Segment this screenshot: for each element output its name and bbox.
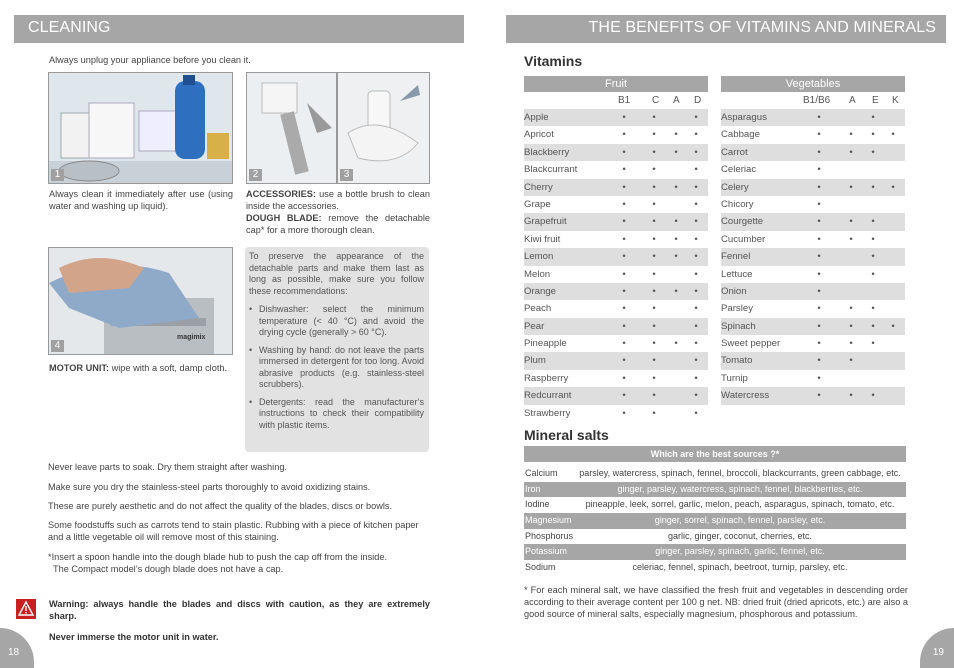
vitamin-dot: • — [652, 338, 656, 350]
vitamin-dot: • — [694, 181, 698, 193]
vitamin-dot: • — [622, 216, 626, 228]
vegetables-row — [721, 266, 905, 283]
vitamin-dot: • — [871, 181, 875, 193]
vitamin-dot: • — [871, 303, 875, 315]
vitamin-dot: • — [817, 285, 821, 297]
fruit-name: Blackcurrant — [524, 164, 578, 176]
vegetables-row — [721, 196, 905, 213]
caption-motor-unit — [49, 362, 233, 374]
fruit-name: Raspberry — [524, 372, 569, 384]
vegetables-row — [721, 213, 905, 230]
fruit-row — [524, 318, 708, 335]
vitamin-dot: • — [849, 355, 853, 367]
vitamin-dot: • — [694, 251, 698, 263]
fruit-name: Blackberry — [524, 146, 570, 158]
vitamin-dot: • — [622, 146, 626, 158]
tip-item: • Dishwasher: select the minimum temperature (< 40 °C) and avoid the drying cycle (generally > 60 °C). — [249, 304, 424, 337]
photo-bottle-brush — [246, 72, 337, 184]
vitamin-dot: • — [871, 251, 875, 263]
vitamin-dot: • — [622, 181, 626, 193]
vitamin-dot: • — [871, 320, 875, 332]
vegetables-name: Cabbage — [721, 129, 760, 141]
mineral-name: Calcium — [525, 468, 558, 478]
tip-item: • Washing by hand: do not leave the parts immersed in detergent for too long. Avoid abrasive products (e.g. stainless-steel scrubbers). — [249, 344, 424, 389]
vitamin-dot: • — [849, 216, 853, 228]
vegetables-row — [721, 161, 905, 178]
vegetables-name: Parsley — [721, 303, 753, 315]
mineral-row — [524, 466, 906, 482]
vegetables-name: Cucumber — [721, 233, 766, 245]
vitamin-dot: • — [817, 181, 821, 193]
vitamin-dot: • — [849, 390, 853, 402]
motor-unit-text: wipe with a soft, damp cloth. — [111, 363, 228, 373]
vitamin-dot: • — [694, 355, 698, 367]
vitamin-dot: • — [694, 303, 698, 315]
vegetables-row — [721, 387, 905, 404]
vitamin-dot: • — [652, 303, 656, 315]
accessories-text: use a bottle brush to clean inside the accessories. — [246, 189, 430, 211]
fruit-name: Plum — [524, 355, 546, 367]
fruit-row — [524, 126, 708, 143]
vitamin-dot: • — [622, 233, 626, 245]
fruit-heading: Fruit — [524, 76, 708, 92]
vitamin-dot: • — [694, 198, 698, 210]
fruit-row — [524, 213, 708, 230]
vitamin-dot: • — [622, 198, 626, 210]
vitamin-dot: • — [891, 129, 895, 141]
vitamin-dot: • — [817, 198, 821, 210]
fruit-row — [524, 179, 708, 196]
warning-sharp-blades: Warning: always handle the blades and discs with caution, as they are extremely sharp. — [49, 599, 430, 621]
vitamin-dot: • — [652, 181, 656, 193]
photo-number-1: 1 — [51, 169, 64, 181]
vegetables-row — [721, 335, 905, 352]
fruit-name: Grape — [524, 198, 551, 210]
vegetables-name: Celeriac — [721, 164, 757, 176]
fruit-row — [524, 196, 708, 213]
page-number-right: 19 — [920, 628, 954, 668]
vitamin-dot: • — [652, 198, 656, 210]
mineral-sources: ginger, parsley, spinach, garlic, fennel, etc. — [655, 546, 825, 557]
vitamin-dot: • — [694, 338, 698, 350]
vitamin-dot: • — [871, 146, 875, 158]
vegetables-row — [721, 300, 905, 317]
mineral-salts-table — [524, 446, 906, 576]
vitamin-dot: • — [817, 129, 821, 141]
vitamin-dot: • — [694, 112, 698, 123]
fruit-name: Melon — [524, 268, 551, 280]
vitamin-dot: • — [849, 320, 853, 332]
fruit-row — [524, 283, 708, 300]
vegetables-name: Watercress — [721, 390, 770, 402]
photo-motor-unit — [48, 247, 233, 355]
fruit-name: Apricot — [524, 129, 554, 141]
vitamin-dot: • — [694, 285, 698, 297]
vitamin-dot: • — [817, 320, 821, 332]
vitamin-dot: • — [652, 390, 656, 402]
mineral-sources: garlic, ginger, coconut, cherries, etc. — [667, 530, 813, 541]
vegetables-name: Carrot — [721, 146, 748, 158]
vegetables-row — [721, 352, 905, 369]
vegetables-name: Courgette — [721, 216, 764, 228]
vitamin-dot: • — [652, 268, 656, 280]
fruit-name: Apple — [524, 112, 549, 123]
vitamin-dot: • — [674, 146, 678, 158]
fruit-row — [524, 109, 708, 126]
vegetables-row — [721, 126, 905, 143]
section-title-benefits: THE BENEFITS OF VITAMINS AND MINERALS — [588, 19, 936, 36]
vitamin-dot: • — [871, 129, 875, 141]
vitamin-dot: • — [622, 407, 626, 419]
mineral-row — [524, 497, 906, 513]
vegetables-row — [721, 318, 905, 335]
vitamin-dot: • — [622, 355, 626, 367]
note-compact-model: The Compact model’s dough blade does not have a cap. — [53, 564, 284, 574]
note-insert-spoon: *Insert a spoon handle into the dough blade hub to push the cap off from the inside. — [48, 552, 387, 562]
vitamin-dot: • — [622, 390, 626, 402]
fruit-column-header: A — [673, 95, 680, 106]
section-title-cleaning: CLEANING — [28, 19, 111, 36]
fruit-row — [524, 370, 708, 387]
header-bar-right — [506, 15, 946, 43]
caption-clean-immediately: Always clean it immediately after use (using water and washing up liquid). — [49, 189, 233, 211]
mineral-sources-heading: Which are the best sources ?* — [524, 446, 906, 462]
vitamin-dot: • — [817, 251, 821, 263]
vitamin-dot: • — [622, 112, 626, 123]
vitamin-dot: • — [849, 181, 853, 193]
vitamin-dot: • — [817, 338, 821, 350]
accessories-label: ACCESSORIES: — [246, 189, 316, 199]
vitamin-dot: • — [817, 268, 821, 280]
vitamin-dot: • — [891, 181, 895, 193]
mineral-name: Potassium — [525, 546, 568, 557]
fruit-row — [524, 352, 708, 369]
mineral-sources: ginger, parsley, watercress, spinach, fennel, blackberries, etc. — [617, 483, 863, 494]
vitamin-dot: • — [871, 216, 875, 228]
vegetables-row — [721, 144, 905, 161]
vitamin-dot: • — [817, 390, 821, 402]
fruit-row — [524, 387, 708, 404]
photo-number-3: 3 — [340, 169, 353, 181]
vitamin-dot: • — [849, 146, 853, 158]
vegetables-row — [721, 109, 905, 126]
vitamin-dot: • — [817, 164, 821, 176]
vegetables-column-header: E — [872, 95, 879, 106]
vegetables-name: Fennel — [721, 251, 751, 263]
vegetables-name: Celery — [721, 181, 749, 193]
vegetables-name: Chicory — [721, 198, 754, 210]
dough-blade-text: remove the detachable cap* for a more thorough clean. — [246, 213, 430, 235]
vegetables-name: Turnip — [721, 372, 748, 384]
vegetables-row — [721, 370, 905, 387]
tip-item: • Detergents: read the manufacturer’s instructions to check their compatibility with plastic items. — [249, 396, 424, 430]
fruit-name: Orange — [524, 285, 556, 297]
vitamin-dot: • — [871, 390, 875, 402]
vegetables-row — [721, 248, 905, 265]
vitamin-dot: • — [674, 338, 678, 350]
mineral-name: Magnesium — [525, 515, 572, 526]
vitamin-dot: • — [674, 251, 678, 263]
motor-unit-label: MOTOR UNIT: — [49, 363, 110, 373]
fruit-row — [524, 335, 708, 352]
note-soak: Never leave parts to soak. Dry them straight after washing. — [48, 462, 287, 472]
vitamin-dot: • — [622, 268, 626, 280]
vitamin-dot: • — [694, 320, 698, 332]
mineral-row — [524, 544, 906, 560]
note-dry: Make sure you dry the stainless-steel parts thoroughly to avoid oxidizing stains. — [48, 482, 371, 492]
vitamin-dot: • — [817, 372, 821, 384]
vitamin-dot: • — [871, 268, 875, 280]
vegetables-column-header: K — [892, 95, 899, 106]
vitamin-dot: • — [622, 303, 626, 315]
vegetables-name: Sweet pepper — [721, 338, 781, 350]
vitamin-dot: • — [817, 216, 821, 228]
vitamin-dot: • — [674, 129, 678, 141]
mineral-row — [524, 529, 906, 545]
fruit-row — [524, 266, 708, 283]
vitamin-dot: • — [891, 320, 895, 332]
vitamin-dot: • — [694, 164, 698, 176]
vegetables-row — [721, 179, 905, 196]
vitamin-dot: • — [652, 372, 656, 384]
vitamin-dot: • — [694, 372, 698, 384]
caption-accessories — [246, 188, 430, 236]
photo-number-4: 4 — [51, 340, 64, 352]
note-aesthetic: These are purely aesthetic and do not affect the quality of the blades, discs or bowls. — [48, 501, 393, 511]
vitamin-dot: • — [622, 285, 626, 297]
fruit-column-header: C — [652, 95, 660, 106]
mineral-row — [524, 560, 906, 576]
fruit-row — [524, 231, 708, 248]
vitamin-dot: • — [652, 129, 656, 141]
warning-triangle-icon — [16, 599, 36, 619]
mineral-row — [524, 482, 906, 498]
vegetables-row — [721, 231, 905, 248]
vitamin-dot: • — [871, 112, 875, 123]
mineral-sources: celeriac, fennel, spinach, beetroot, turnip, parsley, etc. — [632, 562, 848, 573]
vitamin-dot: • — [674, 181, 678, 193]
vegetables-name: Asparagus — [721, 112, 767, 123]
vitamin-dot: • — [622, 129, 626, 141]
fruit-row — [524, 248, 708, 265]
vitamin-dot: • — [849, 129, 853, 141]
vitamin-dot: • — [849, 338, 853, 350]
note-staining: Some foodstuffs such as carrots tend to stain plastic. Rubbing with a piece of kitchen paper and a little vegetable oil will remove most of this staining. — [48, 520, 419, 542]
vitamin-dot: • — [652, 233, 656, 245]
vegetables-column-header: B1/B6 — [803, 95, 831, 106]
vegetables-column-header: A — [849, 95, 856, 106]
vitamin-dot: • — [694, 146, 698, 158]
vitamin-dot: • — [694, 129, 698, 141]
page-number-left: 18 — [0, 628, 34, 668]
fruit-name: Pineapple — [524, 338, 567, 350]
vitamin-dot: • — [652, 146, 656, 158]
vitamin-dot: • — [652, 112, 656, 123]
vitamin-dot: • — [694, 407, 698, 419]
vegetables-name: Onion — [721, 285, 747, 297]
fruit-name: Lemon — [524, 251, 554, 263]
vitamin-dot: • — [652, 355, 656, 367]
vitamin-dot: • — [674, 216, 678, 228]
fruit-row — [524, 405, 708, 422]
fruit-row — [524, 300, 708, 317]
vitamin-dot: • — [817, 146, 821, 158]
fruit-row — [524, 161, 708, 178]
vitamin-dot: • — [652, 164, 656, 176]
mineral-name: Iodine — [525, 499, 550, 510]
vitamin-dot: • — [674, 233, 678, 245]
vitamin-dot: • — [674, 285, 678, 297]
vitamin-dot: • — [652, 216, 656, 228]
mineral-row — [524, 513, 906, 529]
fruit-name: Redcurrant — [524, 390, 572, 402]
warning-immerse: Never immerse the motor unit in water. — [49, 632, 219, 642]
vitamin-dot: • — [817, 355, 821, 367]
vitamin-dot: • — [622, 320, 626, 332]
fruit-vitamin-table — [524, 76, 708, 422]
mineral-footnote: * For each mineral salt, we have classified the fresh fruit and vegetables in descending order according to their average content per 100 g net. NB: dried fruit (dried apricots, etc.) are also a good source of mineral salts, especially magnesium, phosphorous and potassium. — [524, 585, 908, 619]
vegetables-name: Lettuce — [721, 268, 753, 280]
vitamin-dot: • — [652, 251, 656, 263]
photo-dough-blade — [337, 72, 430, 184]
vitamin-dot: • — [622, 338, 626, 350]
mineral-sources: pineapple, leek, sorrel, garlic, melon, peach, asparagus, spinach, tomato, etc. — [585, 499, 895, 510]
photo-accessories — [48, 72, 233, 184]
vitamin-dot: • — [622, 251, 626, 263]
fruit-name: Kiwi fruit — [524, 233, 561, 245]
tip-intro: To preserve the appearance of the detachable parts and make them last as long as possible, make sure you follow these recommendations: — [249, 251, 424, 296]
care-recommendations-box — [245, 247, 429, 452]
vegetables-row — [721, 283, 905, 300]
vitamin-dot: • — [817, 112, 821, 123]
vitamin-dot: • — [871, 233, 875, 245]
vitamin-dot: • — [817, 233, 821, 245]
vegetable-vitamin-table — [721, 76, 905, 405]
vitamin-dot: • — [694, 216, 698, 228]
mineral-name: Phosphorus — [525, 530, 574, 541]
vitamin-dot: • — [652, 407, 656, 419]
vegetable-column-headers — [721, 92, 905, 109]
mineral-sources: parsley, watercress, spinach, fennel, broccoli, blackcurrants, green cabbage, etc. — [579, 468, 901, 478]
vegetables-name: Spinach — [721, 320, 756, 332]
unplug-note: Always unplug your appliance before you clean it. — [49, 55, 251, 65]
photo-number-2: 2 — [249, 169, 262, 181]
fruit-name: Cherry — [524, 181, 553, 193]
header-bar-left — [14, 15, 464, 43]
vitamin-dot: • — [694, 233, 698, 245]
vitamin-dot: • — [622, 372, 626, 384]
mineral-name: Iron — [525, 483, 541, 494]
vitamin-dot: • — [871, 338, 875, 350]
vitamin-dot: • — [694, 390, 698, 402]
vitamin-dot: • — [694, 268, 698, 280]
fruit-name: Pear — [524, 320, 545, 332]
vitamin-dot: • — [652, 320, 656, 332]
vitamin-dot: • — [622, 164, 626, 176]
vitamins-title: Vitamins — [524, 53, 583, 69]
fruit-row — [524, 144, 708, 161]
fruit-name: Strawberry — [524, 407, 571, 419]
fruit-column-header: D — [694, 95, 702, 106]
vitamin-dot: • — [849, 303, 853, 315]
mineral-salts-title: Mineral salts — [524, 427, 609, 443]
fruit-name: Grapefruit — [524, 216, 567, 228]
mineral-name: Sodium — [525, 562, 556, 573]
fruit-column-headers — [524, 92, 708, 109]
brand-logo: magimix — [177, 334, 206, 341]
dough-blade-label: DOUGH BLADE: — [246, 213, 322, 223]
vitamin-dot: • — [817, 303, 821, 315]
vitamin-dot: • — [849, 233, 853, 245]
vegetables-heading: Vegetables — [721, 76, 905, 92]
vitamin-dot: • — [652, 285, 656, 297]
vegetables-name: Tomato — [721, 355, 753, 367]
fruit-name: Peach — [524, 303, 552, 315]
mineral-sources: ginger, sorrel, spinach, fennel, parsley, etc. — [654, 515, 826, 526]
fruit-column-header: B1 — [618, 95, 631, 106]
